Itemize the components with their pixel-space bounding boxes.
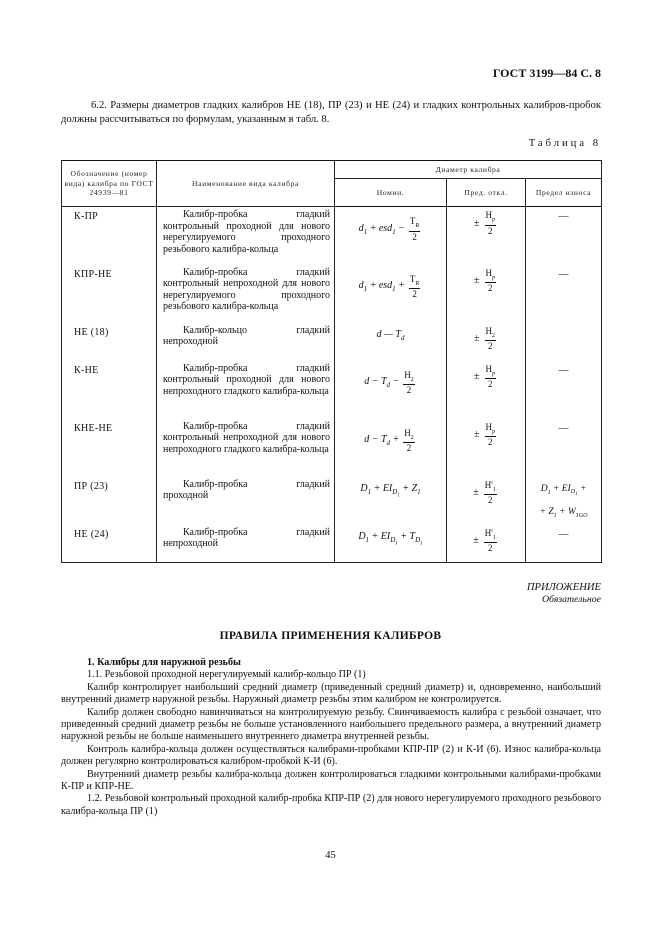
page-number: 45: [325, 850, 336, 861]
table-row: [62, 525, 602, 563]
row-wear: —: [526, 361, 602, 419]
formula-fraction: $\frac{T_R}{2}$: [409, 216, 420, 242]
table-8: [61, 160, 602, 563]
appendix-label: [527, 582, 601, 606]
header-deviation: Пред. откл.: [447, 179, 526, 207]
intro-paragraph: 6.2. Размеры диаметров гладких калибров НЕ (18), ПР (23) и НЕ (24) и гладких контрольных калибров-пробок должны рассчитываться по формулам, указанным в табл. 8.: [61, 100, 601, 125]
row-code: К-ПР: [62, 207, 157, 265]
row-deviation: ± $\frac{H'_1}{2}$: [447, 477, 526, 525]
paragraph: Контроль калибра-кольца должен осуществляться калибрами-пробками КПР-ПР (2) и К-И (6). Износ калибра-кольца должен регулярно контролироваться калибром-пробкой К-И (6).: [61, 743, 601, 768]
appendix-title: ПРИЛОЖЕНИЕ: [526, 582, 601, 593]
row-nominal-formula: d — $T_d$: [335, 323, 447, 361]
header-wear: Предел износа: [526, 179, 602, 207]
row-wear: —: [526, 265, 602, 323]
section-title: ПРАВИЛА ПРИМЕНЕНИЯ КАЛИБРОВ: [219, 630, 442, 642]
row-wear: $D_1 + EI_{D_1}$ + + $Z_1 + W_{1GO}$: [526, 477, 602, 525]
row-nominal-formula: $d - T_d$ − $\frac{H_2}{2}$: [335, 361, 447, 419]
row-wear: —: [526, 525, 602, 563]
row-code: КНЕ-НЕ: [62, 419, 157, 477]
row-name: Калибр-кольцо гладкий непроходной: [157, 323, 335, 361]
row-code: К-НЕ: [62, 361, 157, 419]
table-row: [62, 419, 602, 477]
row-nominal-formula: $d - T_d$ + $\frac{H_2}{2}$: [335, 419, 447, 477]
row-nominal-formula: $D_1 + EI_{D_1} + T_{D_1}$: [335, 525, 447, 563]
row-name: Калибр-пробка гладкий контрольный проходной для нового нерегулируемого проходного резьбового калибра-кольца: [157, 207, 335, 265]
row-nominal-formula: $D_1 + EI_{D_1} + Z_1$: [335, 477, 447, 525]
row-nominal-formula: $d_1 + esd_1$ − $\frac{T_R}{2}$: [335, 207, 447, 265]
page-header: ГОСТ 3199—84 С. 8: [492, 66, 601, 80]
paragraph: Калибр контролирует наибольший средний диаметр (приведенный средний диаметр) и, одновременно, наибольший внутренний диаметр наружной резьбы. Наружный диаметр резьбы этим калибром не контролируется.: [61, 681, 601, 706]
paragraph: 1.1. Резьбовой проходной нерегулируемый калибр-кольцо ПР (1): [87, 669, 366, 681]
row-deviation: ± $\frac{H_p}{2}$: [447, 265, 526, 323]
header-name: Наименование вида калибра: [157, 161, 335, 207]
row-nominal-formula: $d_1 + esd_1$ + $\frac{T_R}{2}$: [335, 265, 447, 323]
paragraph: Внутренний диаметр резьбы калибра-кольца должен контролироваться гладкими контрольными калибрами-пробками К-ПР и КПР-НЕ.: [61, 768, 601, 793]
paragraph: 1.2. Резьбовой контрольный проходной калибр-пробка КПР-ПР (2) для нового нерегулируемого проходного резьбового калибра-кольца ПР (1): [61, 793, 601, 817]
row-code: НЕ (18): [62, 323, 157, 361]
row-name: Калибр-пробка гладкий контрольный непроходной для нового непроходного гладкого калибра-кольца: [157, 419, 335, 477]
row-deviation: ± $\frac{H'_1}{2}$: [447, 525, 526, 563]
row-deviation: ± $\frac{H_p}{2}$: [447, 419, 526, 477]
row-deviation: ± $\frac{H_p}{2}$: [447, 207, 526, 265]
row-code: КПР-НЕ: [62, 265, 157, 323]
row-code: НЕ (24): [62, 525, 157, 563]
table-caption: Таблица 8: [528, 138, 601, 149]
table-row: [62, 361, 602, 419]
row-deviation: ± $\frac{H_2}{2}$: [447, 323, 526, 361]
row-name: Калибр-пробка гладкий контрольный проходной для нового непроходного гладкого калибра-кольца: [157, 361, 335, 419]
header-designation: Обозначение (номер вида) калибра по ГОСТ 24939—81: [62, 161, 157, 207]
subsection-heading: 1. Калибры для наружной резьбы: [87, 657, 241, 668]
table-row: [62, 477, 602, 525]
paragraph: Калибр должен свободно навинчиваться на контролируемую резьбу. Свинчиваемость калибра с резьбой означает, что приведенный средний диаметр резьбы не больше установленного наибольшего предельного размера, а внутренний диаметр наружной резьбы не больше наименьшего внутреннего диаметра внутренней резьбы.: [61, 706, 601, 743]
row-wear: —: [526, 419, 602, 477]
table-row: [62, 323, 602, 361]
appendix-subtitle: Обязательное: [541, 594, 601, 605]
row-deviation: ± $\frac{H_p}{2}$: [447, 361, 526, 419]
row-name: Калибр-пробка гладкий непроходной: [157, 525, 335, 563]
row-wear: —: [526, 207, 602, 265]
row-wear: [526, 323, 602, 361]
table-row: [62, 265, 602, 323]
header-nominal: Номин.: [335, 179, 447, 207]
row-name: Калибр-пробка гладкий проходной: [157, 477, 335, 525]
row-name: Калибр-пробка гладкий контрольный непроходной для нового нерегулируемого проходного резьбового калибра-кольца: [157, 265, 335, 323]
table-row: [62, 207, 602, 265]
row-code: ПР (23): [62, 477, 157, 525]
body-text: [61, 657, 601, 818]
header-diameter: Диаметр калибра: [335, 161, 602, 179]
